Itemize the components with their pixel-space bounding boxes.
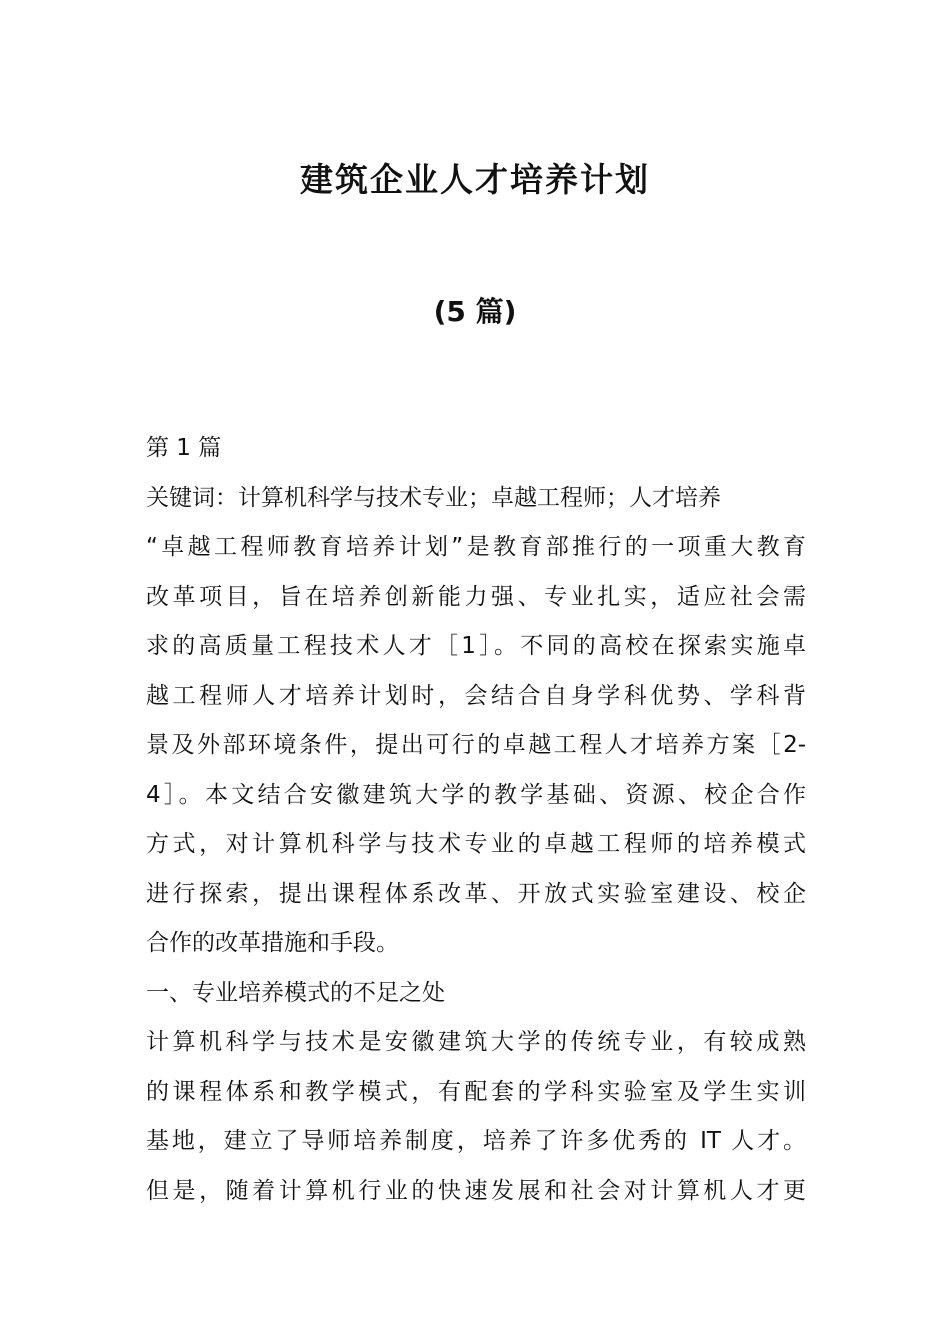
text-line: 改革项目，旨在培养创新能力强、专业扎实，适应社会需: [146, 583, 806, 610]
keywords-line: 关键词：计算机科学与技术专业；卓越工程师；人才培养: [146, 484, 721, 511]
text-line: 合作的改革措施和手段。: [146, 930, 399, 956]
text-line: 4］。本文结合安徽建筑大学的教学基础、资源、校企合作: [146, 781, 806, 808]
document-title: 建筑企业人才培养计划: [300, 160, 650, 199]
document-subtitle: (5 篇): [433, 295, 517, 328]
text-line: 基地，建立了导师培养制度，培养了许多优秀的 IT 人才。: [146, 1128, 806, 1154]
text-line: 方式，对计算机科学与技术专业的卓越工程师的培养模式: [146, 831, 806, 857]
text-line: 进行探索，提出课程体系改革、开放式实验室建设、校企: [146, 880, 806, 907]
document-body: [146, 424, 806, 1216]
section-heading: 一、专业培养模式的不足之处: [146, 979, 445, 1006]
text-line: 越工程师人才培养计划时，会结合自身学科优势、学科背: [146, 682, 806, 709]
text-line: 景及外部环境条件，提出可行的卓越工程人才培养方案［2-: [146, 732, 806, 758]
text-line: 求的高质量工程技术人才［1］。不同的高校在探索实施卓: [146, 633, 806, 659]
text-line: “卓越工程师教育培养计划”是教育部推行的一项重大教育: [146, 534, 806, 560]
text-line: 计算机科学与技术是安徽建筑大学的传统专业，有较成熟: [146, 1029, 806, 1055]
text-line: 的课程体系和教学模式，有配套的学科实验室及学生实训: [146, 1078, 806, 1105]
section-label: 第 1 篇: [146, 435, 222, 461]
text-line: 但是，随着计算机行业的快速发展和社会对计算机人才更: [146, 1177, 806, 1204]
